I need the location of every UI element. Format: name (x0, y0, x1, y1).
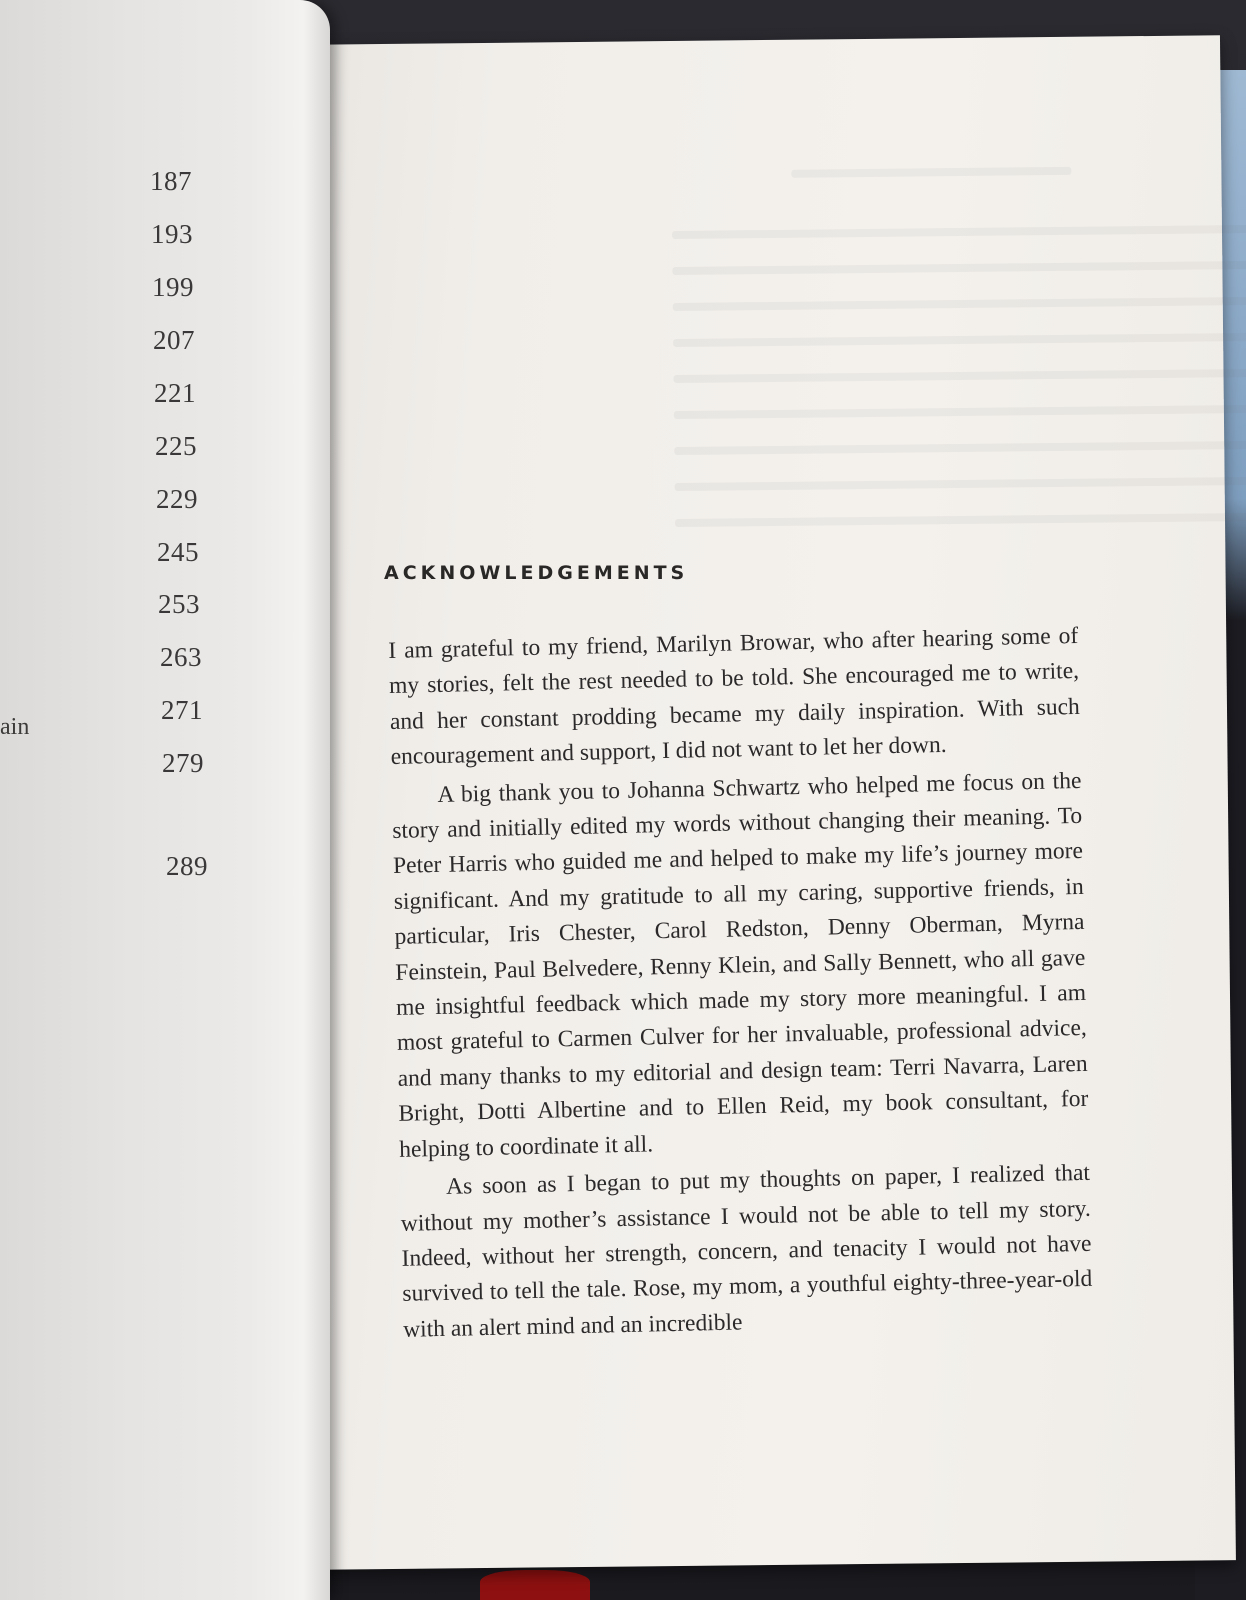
show-through-line (675, 476, 1246, 491)
show-through-line (674, 440, 1246, 455)
toc-page-number: 187 (150, 166, 192, 196)
toc-entry-fragment: ain (0, 714, 30, 740)
show-through-line (672, 224, 1246, 239)
toc-page-number: 245 (157, 537, 199, 567)
toc-page-number: 225 (155, 431, 197, 461)
paragraph: I am grateful to my friend, Marilyn Browar, who after hearing some of my stories, felt the rest needed to be told. She encouraged me to write, and her constant prodding became my daily inspiration. With such encouragement and support, I did not want to let her down. (388, 622, 1081, 771)
toc-page-number: 199 (152, 272, 194, 302)
page-body (388, 619, 1093, 1348)
show-through-line (673, 296, 1246, 311)
show-through-line (675, 512, 1246, 527)
toc-page-number: 193 (151, 219, 193, 249)
page-heading: ACKNOWLEDGEMENTS (384, 562, 689, 584)
toc-page-number: 253 (158, 589, 200, 619)
show-through-line (672, 260, 1246, 275)
left-page-contents (0, 0, 330, 1600)
toc-page-number: 271 (161, 695, 203, 725)
show-through-line (674, 404, 1246, 419)
toc-page-number: 263 (160, 642, 202, 672)
toc-page-number: 229 (156, 484, 198, 514)
paragraph: As soon as I began to put my thoughts on paper, I realized that without my mother’s assistance I would not be able to tell my story. Indeed, without her strength, concern, and tenacity I would not have survived to tell the tale. Rose, my mom, a youthful eighty-three-year-old with an alert mind and an incredible (400, 1159, 1093, 1343)
toc-page-number: 221 (154, 378, 196, 408)
cover-bottom-red-mark (480, 1570, 590, 1600)
show-through-line (673, 368, 1246, 383)
toc-page-number: 279 (162, 748, 204, 778)
toc-page-number: 289 (166, 851, 208, 881)
show-through-line (791, 167, 1071, 178)
show-through-line (673, 332, 1246, 347)
toc-page-number: 207 (153, 325, 195, 355)
paragraph: A big thank you to Johanna Schwartz who helped me focus on the story and initially edited my words without changing their meaning. To Peter Harris who guided me and helped to make my life’s journey more significant. And my gratitude to all my caring, supportive friends, in particular, Iris Chester, Carol Redston, Denny Oberman, Myrna Feinstein, Paul Belvedere, Renny Klein, and Sally Bennett, who all gave me insightful feedback which made my story more meaningful. I am most grateful to Carmen Culver for her invaluable, professional advice, and many thanks to my editorial and design team: Terri Navarra, Laren Bright, Dotti Albertine and to Ellen Reid, my book consultant, for helping to coordinate it all. (392, 767, 1089, 1163)
